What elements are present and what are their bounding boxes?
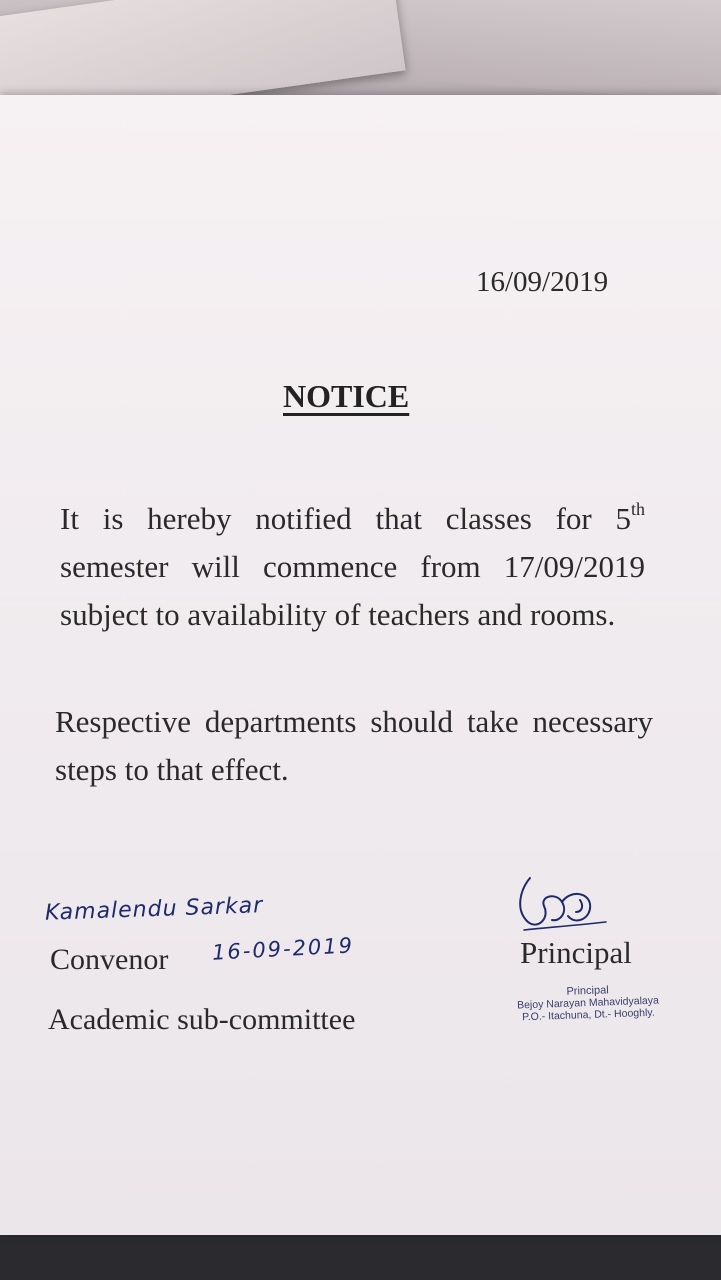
notice-paragraph-2: Respective departments should take necessary steps to that effect. <box>55 704 653 787</box>
stamp-line-1: Principal <box>566 984 609 998</box>
committee-label: Academic sub-committee <box>48 1003 356 1036</box>
notice-paragraph-1 <box>60 495 645 639</box>
stamp-line-2: Bejoy Narayan Mahavidyalaya <box>516 994 660 1012</box>
notice-date: 16/09/2019 <box>476 266 609 298</box>
paragraph-1-text-cont: semester will commence from 17/09/2019 subject to availability of teachers and rooms. <box>60 549 645 632</box>
paragraph-1-text: It is hereby notified that classes for 5 <box>60 501 631 536</box>
notice-title: NOTICE <box>283 378 410 414</box>
superscript-th: th <box>630 499 645 519</box>
convenor-label: Convenor <box>50 943 169 976</box>
stamp-line-3: P.O.- Itachuna, Dt.- Hooghly. <box>521 1006 655 1024</box>
convenor-handwritten-date: 16-09-2019 <box>211 933 355 965</box>
principal-stamp <box>497 982 678 1024</box>
principal-label: Principal <box>520 935 632 970</box>
convenor-signature: Kamalendu Sarkar <box>44 893 264 926</box>
principal-signature-icon <box>510 870 620 940</box>
notice-sheet <box>0 95 721 1235</box>
